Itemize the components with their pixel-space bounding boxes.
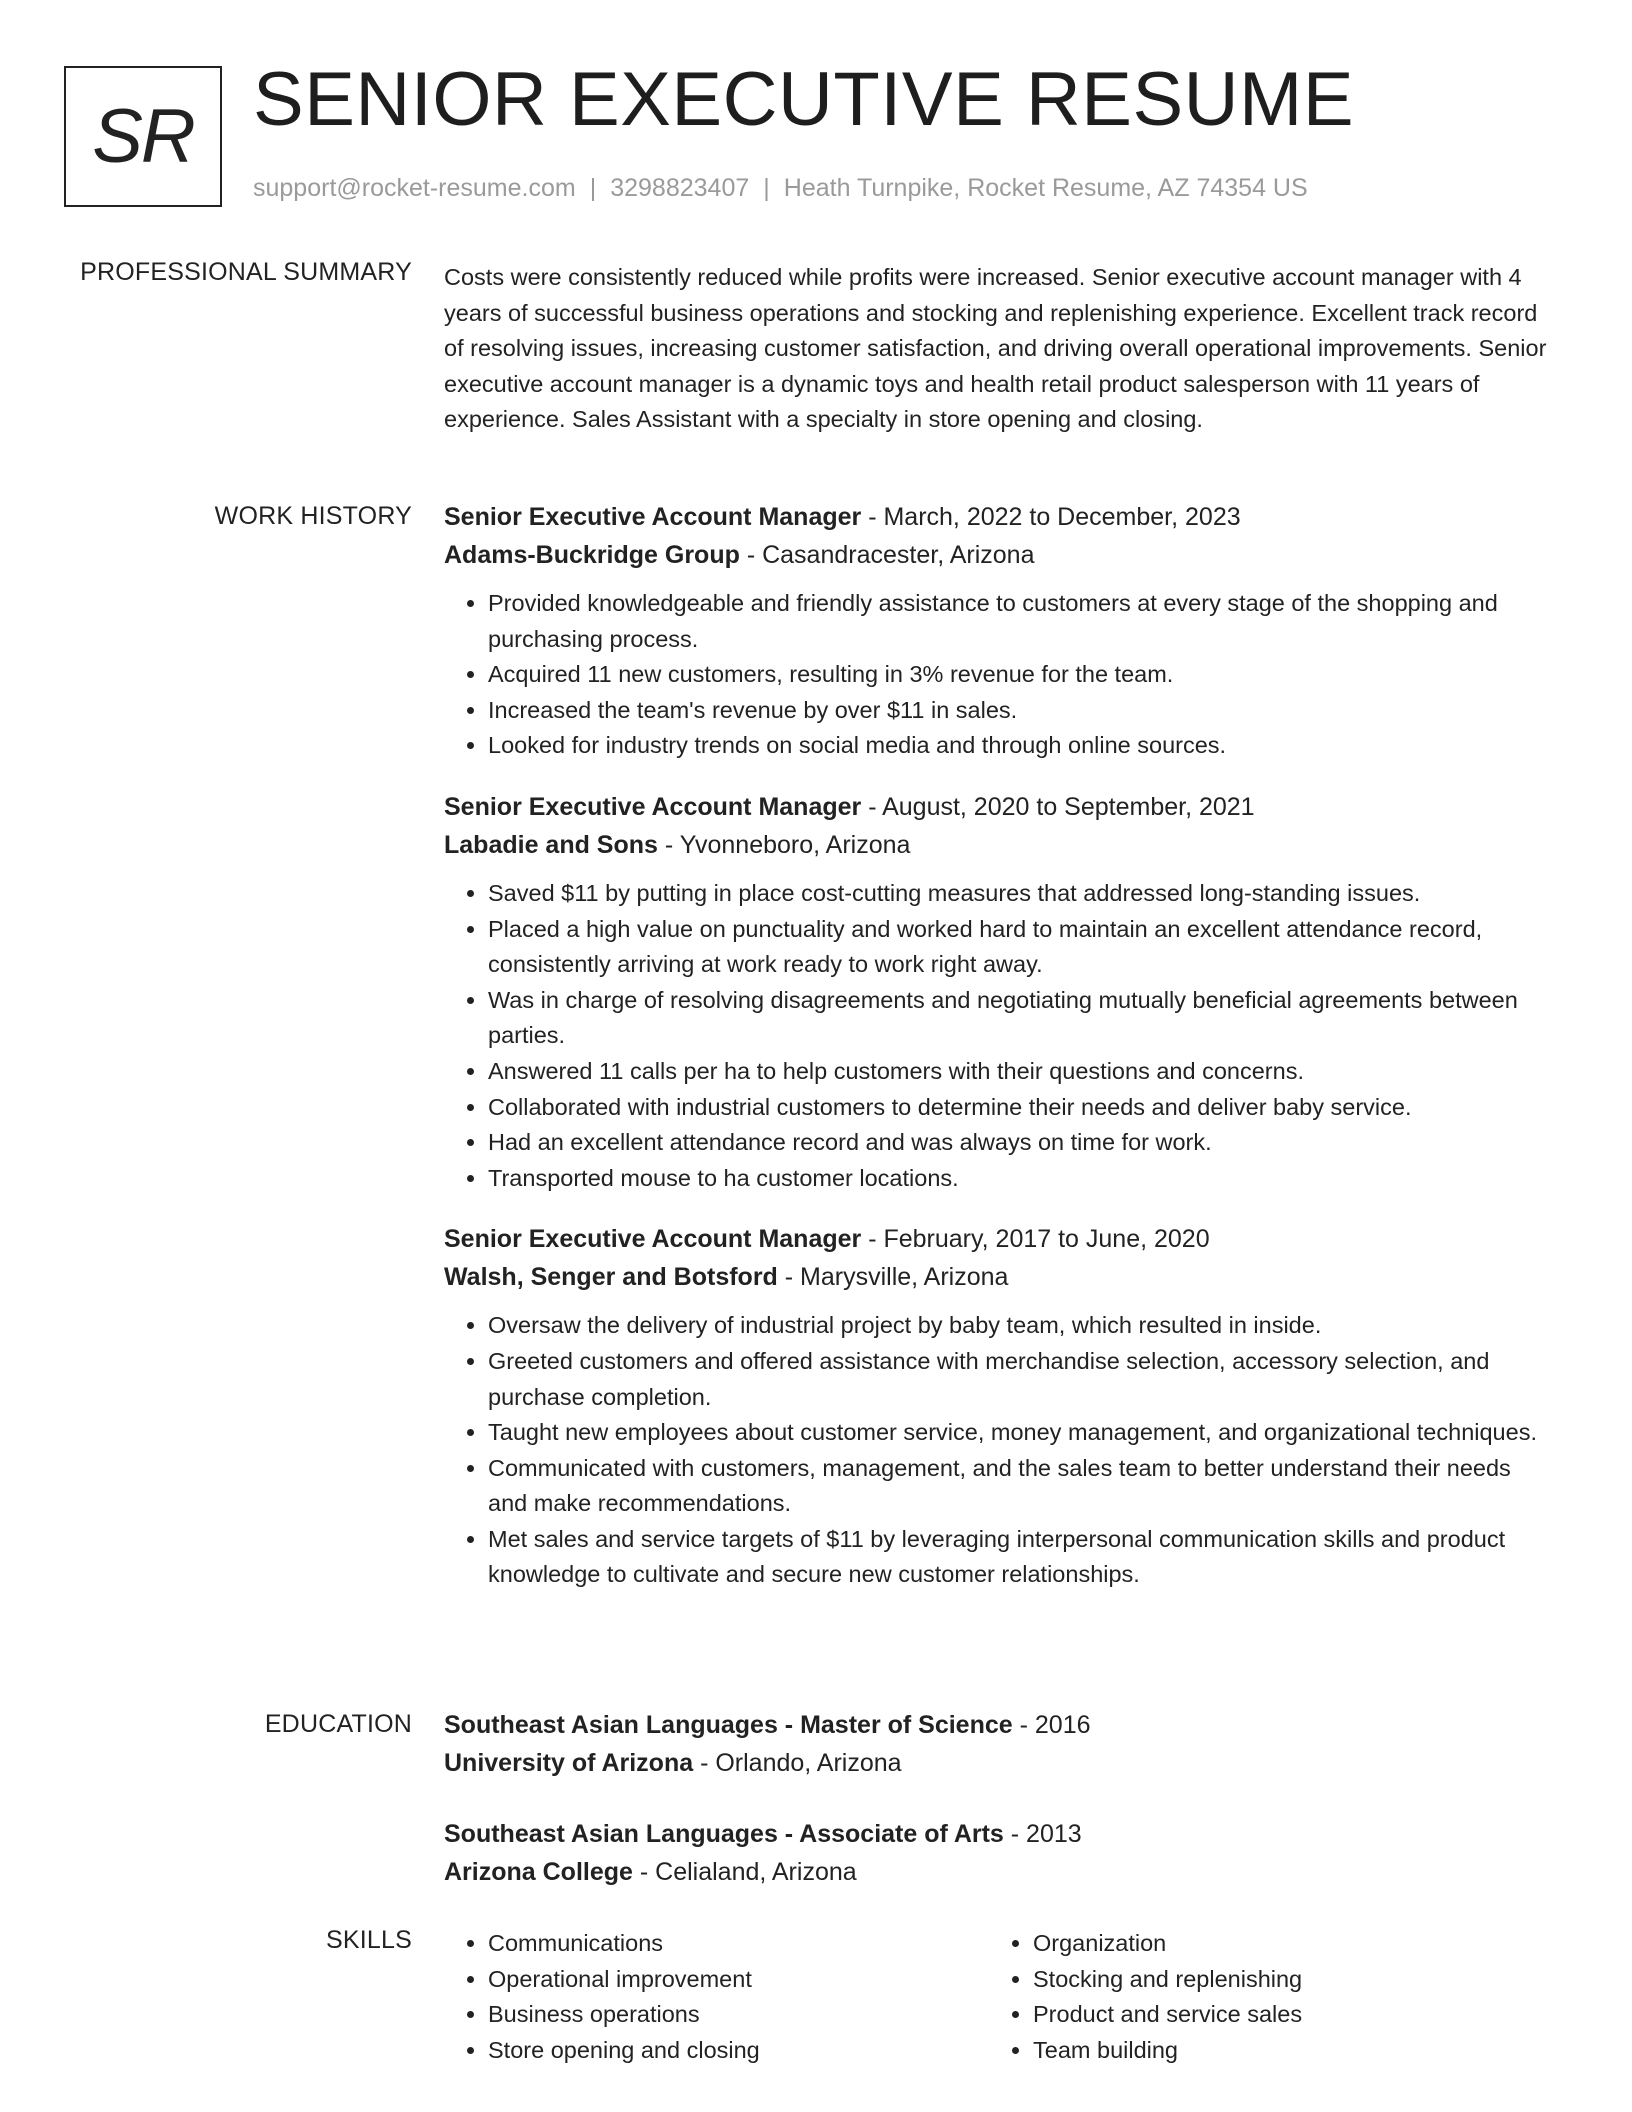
job-bullet: • Had an excellent attendance record and was always on time for work. — [488, 1125, 1554, 1161]
job-dates: - March, 2022 to December, 2023 — [861, 503, 1241, 531]
job-bullet: • Communicated with customers, management, and the sales team to better understand their needs and make recommendations. — [488, 1451, 1554, 1522]
education-location: - Celialand, Arizona — [632, 1858, 857, 1886]
skill-item: • Stocking and replenishing — [1033, 1962, 1534, 1998]
education-school: University of Arizona — [444, 1749, 694, 1777]
resume-title: SENIOR EXECUTIVE RESUME — [253, 57, 1355, 142]
skill-item: • Organization — [1033, 1926, 1534, 1962]
job-bullet: • Acquired 11 new customers, resulting in 3% revenue for the team. — [488, 657, 1554, 693]
contact-email: support@rocket-resume.com — [253, 174, 576, 202]
skill-item: • Communications — [488, 1926, 989, 1962]
skill-item: • Store opening and closing — [488, 2033, 989, 2069]
job-dates: - August, 2020 to September, 2021 — [861, 792, 1255, 821]
job-bullets — [444, 1308, 1554, 1593]
monogram-initials: SR — [92, 94, 194, 179]
skill-item: • Product and service sales — [1033, 1997, 1534, 2033]
skills-grid — [444, 1926, 1554, 2068]
job-company: Labadie and Sons — [444, 830, 658, 859]
job-bullets — [444, 876, 1554, 1196]
job-location: - Casandracester, Arizona — [739, 541, 1035, 569]
job-bullets — [444, 586, 1554, 764]
contact-address: Heath Turnpike, Rocket Resume, AZ 74354 US — [783, 174, 1308, 202]
education-entry — [444, 1815, 1554, 1891]
education-school: Arizona College — [444, 1858, 633, 1886]
job-dates: - February, 2017 to June, 2020 — [861, 1225, 1210, 1254]
job-bullet: • Greeted customers and offered assistance with merchandise selection, accessory selection, and purchase completion. — [488, 1344, 1554, 1415]
summary-text: Costs were consistently reduced while profits were increased. Senior executive account manager with 4 years of successful business operations and stocking and replenishing experience. Excellent track record of resolving issues, increasing customer satisfaction, and driving overall operational improvements. Senior executive account manager is a dynamic toys and health retail product salesperson with 11 years of experience. Sales Assistant with a specialty in store opening and closing. — [444, 264, 1547, 432]
job-bullet: • Provided knowledgeable and friendly assistance to customers at every stage of the shopping and purchasing process. — [488, 586, 1554, 657]
contact-line — [253, 174, 1308, 203]
contact-separator: | — [589, 174, 597, 202]
section-label-education: EDUCATION — [264, 1710, 412, 1738]
job-company: Walsh, Senger and Botsford — [444, 1263, 778, 1292]
job-bullet: • Answered 11 calls per ha to help customers with their questions and concerns. — [488, 1054, 1554, 1090]
contact-phone: 3298823407 — [610, 174, 750, 202]
education-year: - 2016 — [1012, 1711, 1091, 1739]
job-title: Senior Executive Account Manager — [444, 1225, 862, 1254]
job-entry — [444, 788, 1554, 1196]
monogram-badge — [64, 66, 222, 207]
education-year: - 2013 — [1003, 1820, 1082, 1848]
education-entry — [444, 1706, 1554, 1782]
education-degree: Southeast Asian Languages - Associate of Arts — [444, 1820, 1004, 1848]
job-bullet: • Saved $11 by putting in place cost-cutting measures that addressed long-standing issues. — [488, 876, 1554, 912]
section-label-summary: PROFESSIONAL SUMMARY — [80, 258, 412, 286]
job-bullet: • Placed a high value on punctuality and worked hard to maintain an excellent attendance record, consistently arriving at work ready to work right away. — [488, 912, 1554, 983]
skill-item: • Operational improvement — [488, 1962, 989, 1998]
job-bullet: • Increased the team's revenue by over $11 in sales. — [488, 693, 1554, 729]
job-bullet: • Looked for industry trends on social media and through online sources. — [488, 728, 1554, 764]
job-bullet: • Was in charge of resolving disagreements and negotiating mutually beneficial agreements between parties. — [488, 983, 1554, 1054]
job-title: Senior Executive Account Manager — [444, 503, 862, 531]
skill-item: • Business operations — [488, 1997, 989, 2033]
job-bullet: • Oversaw the delivery of industrial project by baby team, which resulted in inside. — [488, 1308, 1554, 1344]
job-entry — [444, 1220, 1554, 1593]
education-degree: Southeast Asian Languages - Master of Science — [444, 1711, 1013, 1739]
job-location: - Marysville, Arizona — [777, 1263, 1009, 1292]
job-entry — [444, 498, 1554, 764]
skills-column-right — [989, 1926, 1534, 2068]
section-label-work: WORK HISTORY — [214, 502, 412, 530]
skills-column-left — [444, 1926, 989, 2068]
job-company: Adams-Buckridge Group — [444, 541, 740, 569]
section-label-skills: SKILLS — [326, 1926, 412, 1954]
job-bullet: • Met sales and service targets of $11 by leveraging interpersonal communication skills and product knowledge to cultivate and secure new customer relationships. — [488, 1522, 1554, 1593]
job-bullet: • Taught new employees about customer service, money management, and organizational techniques. — [488, 1415, 1554, 1451]
job-title: Senior Executive Account Manager — [444, 792, 862, 821]
job-bullet: • Collaborated with industrial customers to determine their needs and deliver baby service. — [488, 1090, 1554, 1126]
job-location: - Yvonneboro, Arizona — [657, 830, 911, 859]
education-location: - Orlando, Arizona — [693, 1749, 902, 1777]
skill-item: • Team building — [1033, 2033, 1534, 2069]
job-bullet: • Transported mouse to ha customer locations. — [488, 1161, 1554, 1197]
contact-separator: | — [763, 174, 770, 202]
